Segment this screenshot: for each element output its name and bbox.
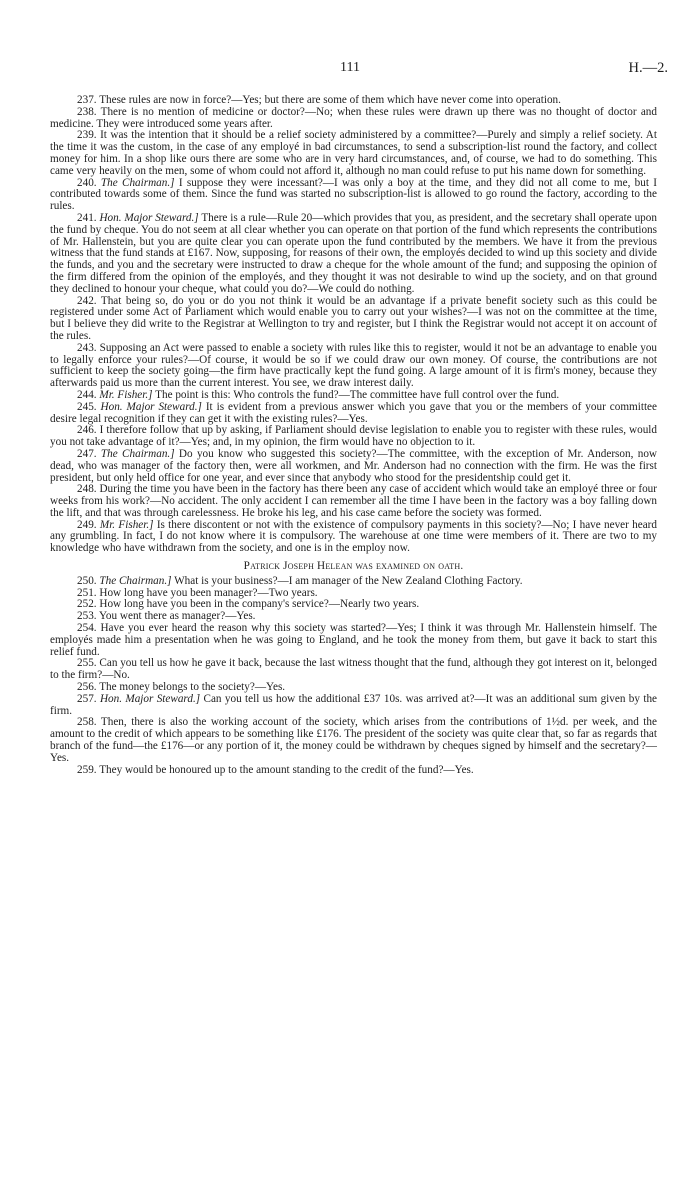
speaker-name: Mr. Fisher.] [99,518,154,531]
paragraph-text: What is your business?—I am manager of the New Zealand Clothing Factory. [174,574,523,587]
paragraph-group-1 [50,95,657,555]
paragraph-number: 257. [77,692,97,705]
paragraph-247 [50,449,657,484]
page-number: 111 [340,60,360,75]
paragraph-240 [50,178,657,213]
paragraph-number: 254. [77,622,97,635]
paragraph-258 [50,717,657,764]
paragraph-text: How long have you been manager?—Two years. [99,586,318,599]
speaker-name: Hon. Major Steward.] [100,400,202,413]
paragraph-239 [50,130,657,177]
paragraph-text: How long have you been in the company's service?—Nearly two years. [99,598,420,611]
paragraph-246 [50,425,657,449]
page-header [0,60,700,80]
paragraph-text: Is there discontent or not with the existence of compulsory payments in this society?—No; I have never heard any grumbling. In fact, I do not know where it is compulsory. The warehouse at one time were members of it. There are two to my knowledge who have withdrawn from the society, and one is in the employ now. [50,518,657,555]
paragraph-text: You went there as manager?—Yes. [98,610,256,623]
paragraph-number: 249. [77,518,97,531]
paragraph-text: That being so, do you or do you not think it would be an advantage if a private benefit society such as this could be registered under some Act of Parliament which would enable you to carry out your wishes?—I was not on the committee at the time, but I believe they did write to the Registrar at Wellington to try and register, but I think the Registrar would not accept it on account of the rules. [50,294,657,342]
paragraph-259 [50,765,657,777]
paragraph-text: Have you ever heard the reason why this society was started?—Yes; I think it was through Mr. Hallenstein himself. The employés made him a presentation when he was going to England, and he took the money from them, but gave it back to start this relief fund. [50,622,657,658]
paragraph-number: 251. [77,586,97,599]
paragraph-241 [50,213,657,296]
paragraph-number: 259. [77,763,97,776]
paragraph-text: I suppose they were incessant?—I was only a boy at the time, and they did not all come to me, but I contributed towards some of them. Since the fund was started no subscription-list is allowed to go round the factory, according to the rules. [50,176,658,213]
speaker-name: The Chairman.] [99,574,172,587]
paragraph-257 [50,694,657,718]
paragraph-242 [50,296,657,343]
speaker-name: The Chairman.] [100,447,175,460]
witness-heading: Patrick Joseph Helean was examined on oath. [243,560,464,573]
paragraph-254 [50,623,657,658]
page-body [50,95,657,776]
paragraph-text: They would be honoured up to the amount standing to the credit of the fund?—Yes. [99,763,474,776]
paragraph-number: 250. [77,574,97,587]
paragraph-248 [50,484,657,519]
paragraph-group-2 [50,576,657,777]
paragraph-text: These rules are now in force?—Yes; but there are some of them which have never come into operation. [99,94,561,106]
paragraph-number: 245. [77,400,97,413]
report-id: H.—2. [628,60,668,76]
speaker-name: Hon. Major Steward.] [99,692,201,705]
paragraph-243 [50,343,657,390]
paragraph-number: 252. [77,598,97,611]
paragraph-number: 248. [77,483,97,496]
paragraph-number: 255. [77,657,97,670]
paragraph-number: 242. [77,294,97,307]
paragraph-text: The point is this: Who controls the fund?—The committee have full control over the fund. [155,388,560,401]
speaker-name: Mr. Fisher.] [99,388,153,401]
paragraph-text: I therefore follow that up by asking, if Parliament should devise legislation to enable you to register with these rules, would you not take advantage of it?—Yes; and, in my opinion, the firm would have no objection to it. [50,424,657,449]
paragraph-number: 258. [77,716,97,729]
paragraph-text: Do you know who suggested this society?—The committee, with the exception of Mr. Anderson, now dead, who was manager of the factory then, were all workmen, and Mr. Anderson had no connection with the firm. He was the first president, but only held office for one year, and ever since that anybody who stood for the presidentship could get it. [50,447,658,484]
paragraph-number: 253. [77,610,97,623]
paragraph-number: 237. [77,94,97,106]
paragraph-number: 243. [77,341,97,354]
paragraph-text: There is a rule—Rule 20—which provides that you, as president, and the secretary shall operate upon the fund by cheque. You do not seem at all clear whether you can operate on that portion of the fund which represents the contributions of Mr. Hallenstein, but you are quite clear you can operate upon the fund contributed by the members. We have it from the previous witness that the fund stands at £167. Now, supposing, for reasons of their own, the employés decided to wind up this society and divide the funds, and you and the secretary were instructed to draw a cheque for the whole amount of the fund; and supposing the opinion of the firm differed from the opinion of the employés, and they thought it was not desirable to wind up the society, and on that ground they declined to honour your cheque, what could you do?—We could do nothing. [50,211,657,295]
paragraph-number: 241. [77,211,97,224]
speaker-name: The Chairman.] [100,176,175,189]
paragraph-238 [50,107,657,131]
paragraph-255 [50,658,657,682]
paragraph-text: Supposing an Act were passed to enable a society with rules like this to register, would it not be an advantage to enable you to legally enforce your rules?—Of course, it would be so if we could draw our own money. Of course, the contributions are not sufficient to keep the society going—the firm have practically kept the fund going. A large amount of it is firm's money, because they afterwards paid us more than the current interest. You see, we draw interest daily. [50,341,658,390]
paragraph-text: Can you tell us how the additional £37 10s. was arrived at?—It was an additional sum given by the firm. [50,692,658,717]
paragraph-text: Then, there is also the working account of the society, which arises from the contributions of 1½d. per week, and the amount to the credit of which appears to be something like £176. The president of the society was quite clear that, so far as regards that branch of the fund—the £176—or any portion of it, the money could be withdrawn by cheques signed by himself and the secretary?—Yes. [50,716,657,764]
paragraph-number: 247. [77,447,97,460]
paragraph-text: It was the intention that it should be a relief society administered by a committee?—Purely and simply a relief society. At the time it was the custom, in the case of any employé in bad circumstances, to send a subscription-list round the factory, and collect money for him. In a shop like ours there are some who are in very hard circumstances, and, of course, we had to do something. This came very heavily on the men, some of whom could not afford it, although no man could refuse to put his name down for something. [50,129,657,177]
paragraph-text: Can you tell us how he gave it back, because the last witness thought that the fund, although they got interest on it, belonged to the firm?—No. [50,657,657,682]
paragraph-number: 240. [77,176,97,189]
speaker-name: Hon. Major Steward.] [99,211,199,224]
paragraph-number: 244. [77,388,97,401]
paragraph-text: The money belongs to the society?—Yes. [99,681,286,694]
paragraph-text: It is evident from a previous answer which you gave that you or the members of your committee desire legal recognition if they can get it with the existing rules?—Yes. [50,400,657,425]
paragraph-text: During the time you have been in the factory has there been any case of accident which would take an employé three or four weeks from his work?—No accident. The only accident I can remember all the time I have been in the factory was a boy falling down the lift, and that was through carelessness. He broke his leg, and his case came before the society was formed. [50,483,657,519]
paragraph-number: 256. [77,681,97,694]
paragraph-number: 246. [77,424,97,437]
paragraph-245 [50,402,657,426]
paragraph-249 [50,520,657,555]
paragraph-number: 238. [77,105,97,118]
paragraph-text: There is no mention of medicine or doctor?—No; when these rules were drawn up there was no thought of doctor and medicine. They were introduced some years after. [50,105,657,130]
paragraph-number: 239. [77,129,97,142]
